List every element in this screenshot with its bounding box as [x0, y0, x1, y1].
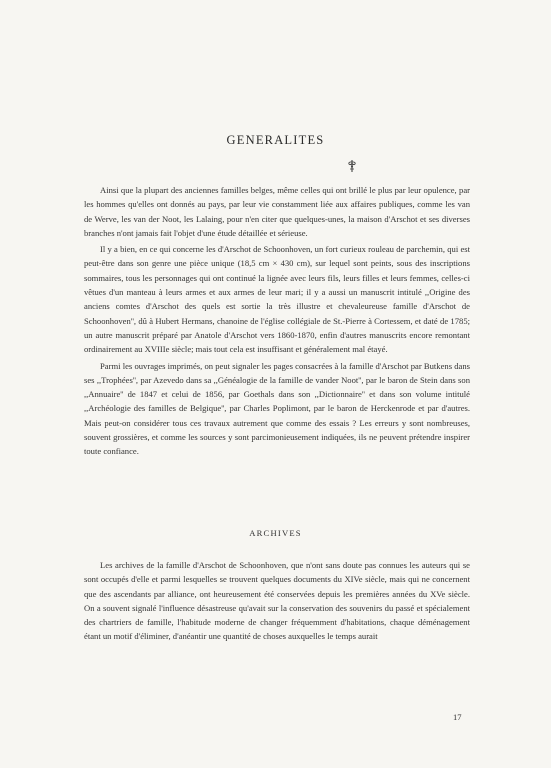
- generalites-section: [84, 183, 470, 461]
- page-title: GENERALITES: [226, 133, 325, 147]
- archives-section: [84, 558, 470, 646]
- paragraph: Parmi les ouvrages imprimés, on peut signaler les pages consacrées à la famille d'Arschot par Butkens dans ses ,,Trophées'', par Azevedo dans sa ,,Généalogie de la famille de vander Noot'', par le baron de Stein dans son ,,Annuaire'' de 1847 et celui de 1856, par Goethals dans son ,,Dictionnaire'' et dans son volume intitulé ,,Archéologie des familles de Belgique'', par Charles Poplimont, par le baron de Herckenrode et par d'autres. Mais peut-on considérer tous ces travaux autrement que comme des essais ? Les erreurs y sont nombreuses, souvent grossières, et comme les sources y sont parcimonieusement indiquées, ils ne peuvent prétendre inspirer toute confiance.: [84, 360, 470, 457]
- paragraph: Il y a bien, en ce qui concerne les d'Arschot de Schoonhoven, un fort curieux rouleau de parchemin, qui est peut-être dans son genre une pièce unique (18,5 cm × 430 cm), sur lequel sont peints, sous des inscriptions sommaires, tous les personnages qui ont continué la lignée avec leurs fils, leurs filles et leurs femmes, celles-ci vêtues d'un manteau à leurs armes et aux armes de leur mari; il y a aussi un manuscrit intitulé ,,Origine des anciens comtes d'Arschot des quels est sortie la très illustre et chevaleureuse famille d'Arschot de Schoonhoven'', dû à Hubert Hermans, chanoine de l'église collégiale de St.-Pierre à Cortessem, et daté de 1785; un autre manuscrit préparé par Anatole d'Arschot vers 1860-1870, enfin d'autres manuscrits encore remontant ordinairement au XVIIIe siècle; mais tout cela est insuffisant et généralement mal étayé.: [84, 244, 470, 355]
- page-number: 17: [453, 712, 462, 722]
- fleuron-ornament-icon: [346, 159, 358, 173]
- paragraph: Les archives de la famille d'Arschot de Schoonhoven, que n'ont sans doute pas connues les auteurs qui se sont occupés d'elle et parmi lesquelles se trouvent quelques documents du XIVe siècle, mais qui ne concernent que des ascendants par alliance, ont heureusement été conservées depuis les premières années du XVe siècle. On a souvent signalé l'influence désastreuse qu'avait sur la conservation des souvenirs du passé et spécialement des chartriers de famille, l'habitude moderne de changer fréquemment d'habitations, chaque déménagement étant un motif d'éliminer, d'anéantir une quantité de choses auxquelles le temps aurait: [84, 560, 470, 642]
- paragraph: Ainsi que la plupart des anciennes familles belges, même celles qui ont brillé le plus par leur opulence, par les hommes qu'elles ont donnés au pays, par leur vie constamment liée aux affaires publiques, comme les van de Werve, les van der Noot, les Lalaing, pour n'en citer que quelques-unes, la maison d'Arschot et ses diverses branches n'ont jamais fait l'objet d'une étude détaillée et sérieuse.: [84, 185, 470, 238]
- section-heading-archives: ARCHIVES: [249, 528, 302, 538]
